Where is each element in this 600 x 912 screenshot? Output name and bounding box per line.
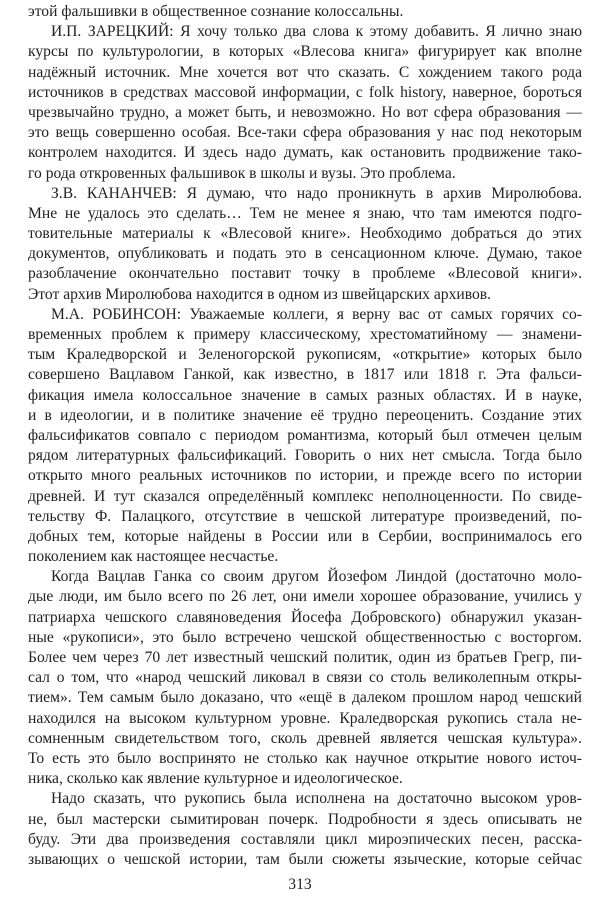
text-line: ные «рукописи», это было встречено чешской общественностью с восторгом. bbox=[28, 628, 582, 646]
text-line: поколением как настоящее несчастье. bbox=[28, 548, 279, 566]
text-line: То есть это было воспринято не столько как научное открытие нового источ- bbox=[28, 749, 582, 767]
text-line: сомненным свидетельством того, сколь древней является чешская культура». bbox=[28, 729, 582, 747]
text-line: Мне не удалось это сделать… Тем не менее я знаю, что там имеются подго- bbox=[28, 204, 582, 222]
text-line: рядом литературных фальсификаций. Говорить о них нет смысла. Тогда было bbox=[28, 447, 582, 465]
text-line: тым Краледворской и Зеленогорской рукописям, «открытие» которых было bbox=[28, 346, 582, 364]
text-line: М.А. РОБИНСОН: Уважаемые коллеги, я верну вас от самых горячих со- bbox=[51, 305, 582, 323]
text-line: товительные материалы к «Влесовой книге». Необходимо добраться до этих bbox=[28, 225, 582, 243]
text-line: З.В. КАНАНЧЕВ: Я думаю, что надо проникнуть в архив Миролюбова. bbox=[51, 184, 582, 202]
text-line: временных проблем к примеру классическому, хрестоматийному — знамени- bbox=[28, 326, 582, 343]
text-line: зывающих о чешской истории, там были сюжеты языческие, которые сейчас bbox=[28, 850, 582, 868]
text-line: курсы по культурологии, в которых «Влесова книга» фигурирует как вполне bbox=[28, 43, 582, 61]
text-line: источников в средствах массовой информации, с folk history, наверное, бороться bbox=[28, 83, 582, 101]
text-line: И.П. ЗАРЕЦКИЙ: Я хочу только два слова к этому добавить. Я лично знаю bbox=[51, 23, 582, 41]
text-line: этой фальшивки в общественное сознание колоссальны. bbox=[28, 3, 404, 20]
text-line: патриарха чешского славяноведения Йосефа Добровского) обнаружил указан- bbox=[28, 608, 582, 626]
text-line: совершено Вацлавом Ганкой, как известно, в 1817 или 1818 г. Эта фальси- bbox=[28, 366, 582, 384]
text-line: ника, сколько как явление культурное и идеологическое. bbox=[28, 770, 403, 788]
text-line: это вещь совершенно особая. Все-таки сфера образования у нас под некоторым bbox=[28, 124, 582, 142]
text-line: Более чем через 70 лет известный чешский политик, один из братьев Грегр, пи- bbox=[28, 649, 582, 666]
text-line: дые люди, им было всего по 26 лет, они имели хорошее образование, учились у bbox=[28, 588, 582, 606]
text-line: открыто много реальных источников по истории, и прежде всего по истории bbox=[28, 467, 582, 485]
text-line: надёжный источник. Мне хочется вот что сказать. С хождением такого рода bbox=[28, 63, 582, 81]
text-line: тельству Ф. Палацкого, отсутствие в чешской литературе произведений, по- bbox=[28, 507, 582, 525]
text-line: документов, опубликовать и подать это в сенсационном ключе. Думаю, такое bbox=[28, 245, 582, 263]
text-line: буду. Эти два произведения составляли цикл мироэпических песен, расска- bbox=[28, 830, 582, 848]
text-line: находился на высоком культурном уровне. Краледворская рукопись стала не- bbox=[28, 709, 582, 727]
text-line: го рода откровенных фальшивок в школы и вузы. Это проблема. bbox=[28, 164, 456, 182]
text-line: разоблачение окончательно поставит точку в проблеме «Влесовой книги». bbox=[28, 265, 582, 283]
text-line: фальсификатов совпало с периодом романтизма, который был отмечен целым bbox=[28, 426, 582, 444]
text-line: древней. И тут сказался определённый комплекс неполноценности. По свиде- bbox=[28, 487, 582, 505]
text-line: сал о том, что «народ чешский ликовал в связи со столь великолепным откры- bbox=[28, 669, 582, 687]
text-line: Надо сказать, что рукопись была исполнена на достаточно высоком уров- bbox=[51, 790, 582, 808]
text-line: добных тем, которые найдены в России или в Сербии, воспринималось его bbox=[28, 527, 582, 545]
text-line: и в идеологии, и в политике значение её трудно переоценить. Создание этих bbox=[28, 406, 582, 424]
text-line: чрезвычайно трудно, а может быть, и невозможно. Но вот сфера образования — bbox=[28, 103, 582, 121]
text-line: Этот архив Миролюбова находится в одном из швейцарских архивов. bbox=[28, 285, 492, 303]
text-line: не, был мастерски сымитирован почерк. Подробности я здесь описывать не bbox=[28, 810, 582, 828]
text-line: контролем находится. И здесь надо думать, как остановить продвижение тако- bbox=[28, 144, 582, 162]
page-number: 313 bbox=[288, 876, 312, 893]
page-text bbox=[28, 2, 582, 870]
text-line: фикация имела колоссальное значение в самых разных областях. И в науке, bbox=[28, 386, 582, 404]
text-line: тием». Тем самым было доказано, что «ещё в далеком прошлом народ чешский bbox=[28, 689, 582, 707]
text-line: Когда Вацлав Ганка со своим другом Йозефом Линдой (достаточно моло- bbox=[51, 568, 582, 586]
